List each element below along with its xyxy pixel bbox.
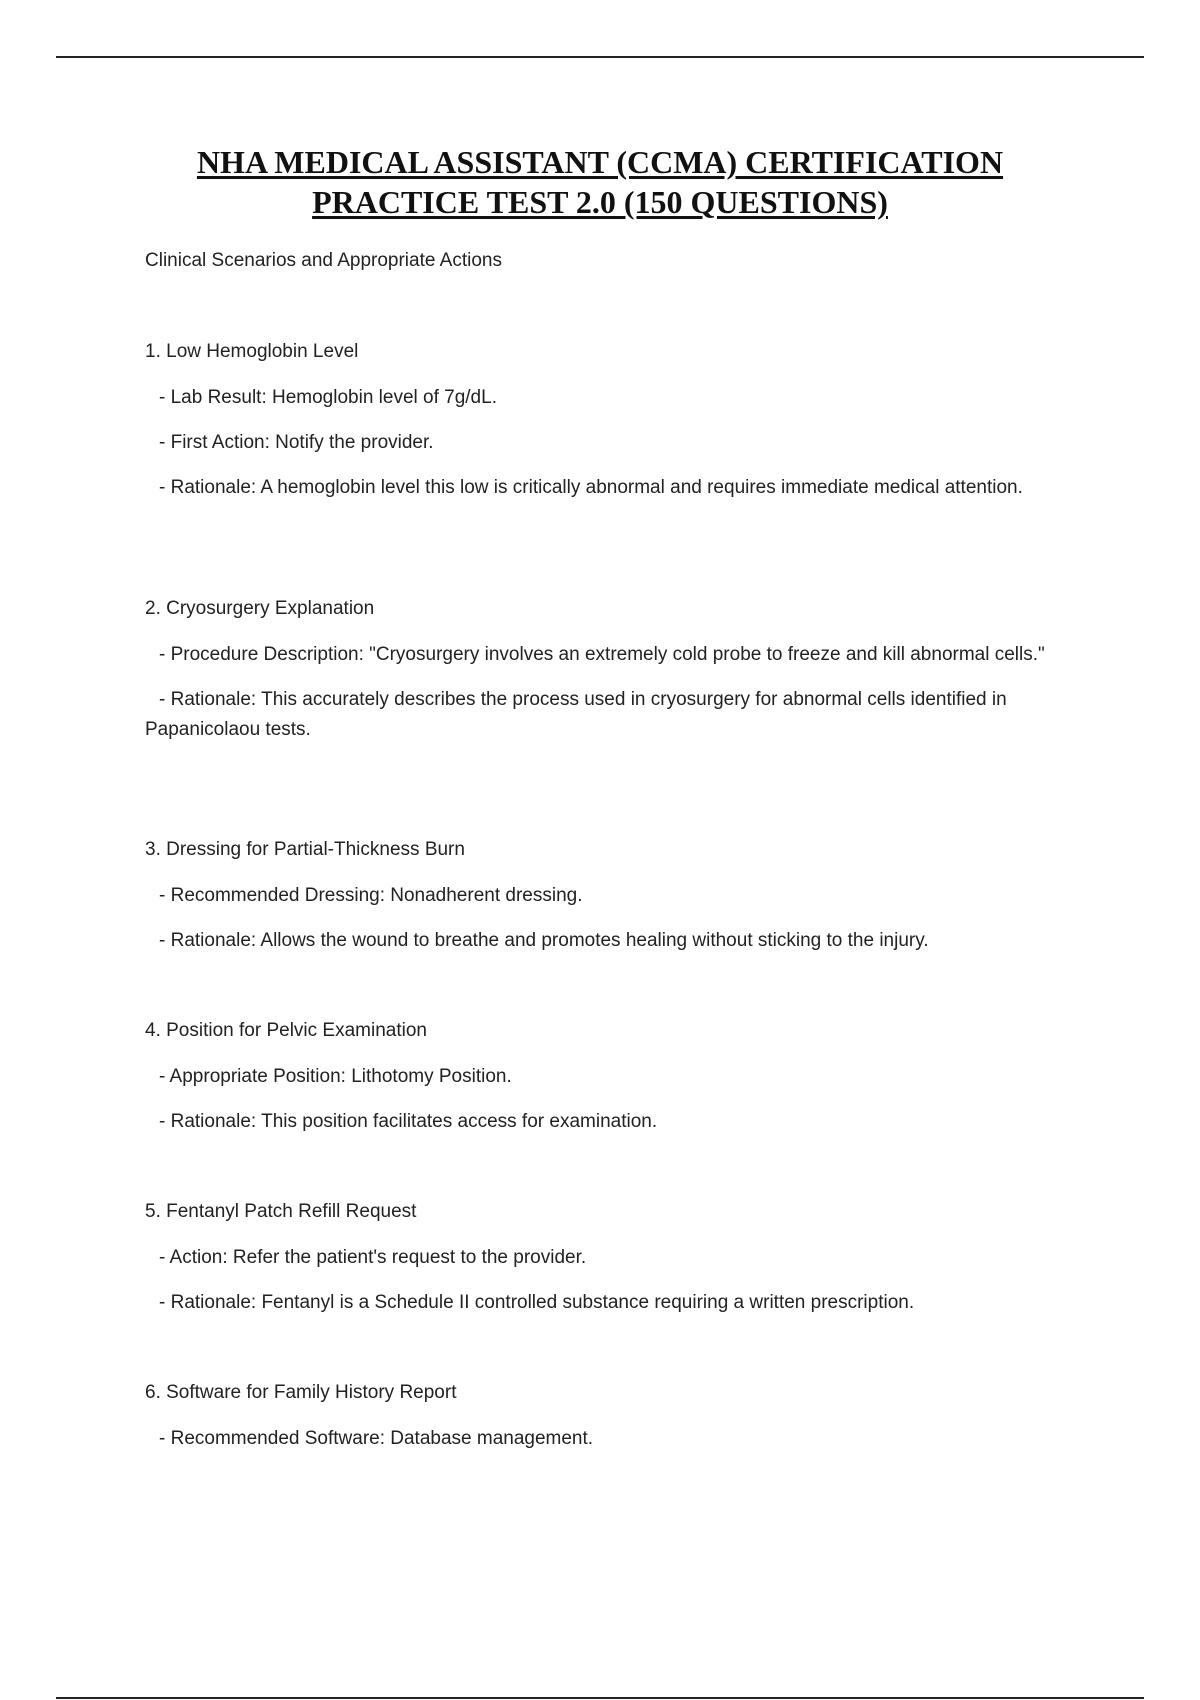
title-line-1: NHA MEDICAL ASSISTANT (CCMA) CERTIFICATION [196,144,1004,180]
list-item [145,1018,1075,1137]
item-line: - First Action: Notify the provider. [159,432,434,453]
list-item [145,596,1075,745]
title-line-2: PRACTICE TEST 2.0 (150 QUESTIONS) [312,184,888,220]
item-title: 6. Software for Family History Report [145,1382,457,1403]
item-line: - Lab Result: Hemoglobin level of 7g/dL. [159,387,497,408]
document-title [0,142,1200,222]
item-title: 2. Cryosurgery Explanation [145,598,375,619]
item-line: - Action: Refer the patient's request to the provider. [159,1247,587,1268]
item-line: - Rationale: Allows the wound to breathe and promotes healing without sticking to the injury. [159,930,929,951]
top-rule [56,56,1144,58]
list-item [145,837,1075,956]
item-line: - Recommended Dressing: Nonadherent dressing. [159,885,583,906]
list-item [145,1199,1075,1318]
list-item [145,1380,1075,1454]
bottom-rule [56,1697,1144,1699]
item-line: - Rationale: This position facilitates access for examination. [159,1111,658,1132]
item-line: - Rationale: Fentanyl is a Schedule II controlled substance requiring a written prescription. [159,1292,915,1313]
item-title: 3. Dressing for Partial-Thickness Burn [145,839,465,860]
item-line: - Rationale: This accurately describes the process used in cryosurgery for abnormal cells identified in Papanicolaou tests. [145,689,1007,740]
item-title: 4. Position for Pelvic Examination [145,1020,427,1041]
item-line: - Procedure Description: "Cryosurgery involves an extremely cold probe to freeze and kill abnormal cells." [159,644,1045,665]
section-heading: Clinical Scenarios and Appropriate Actions [145,250,502,271]
list-item [145,339,1075,503]
item-line: - Rationale: A hemoglobin level this low is critically abnormal and requires immediate medical attention. [159,477,1023,498]
item-title: 5. Fentanyl Patch Refill Request [145,1201,417,1222]
item-title: 1. Low Hemoglobin Level [145,341,359,362]
item-line: - Appropriate Position: Lithotomy Position. [159,1066,512,1087]
item-line: - Recommended Software: Database management. [159,1428,594,1449]
